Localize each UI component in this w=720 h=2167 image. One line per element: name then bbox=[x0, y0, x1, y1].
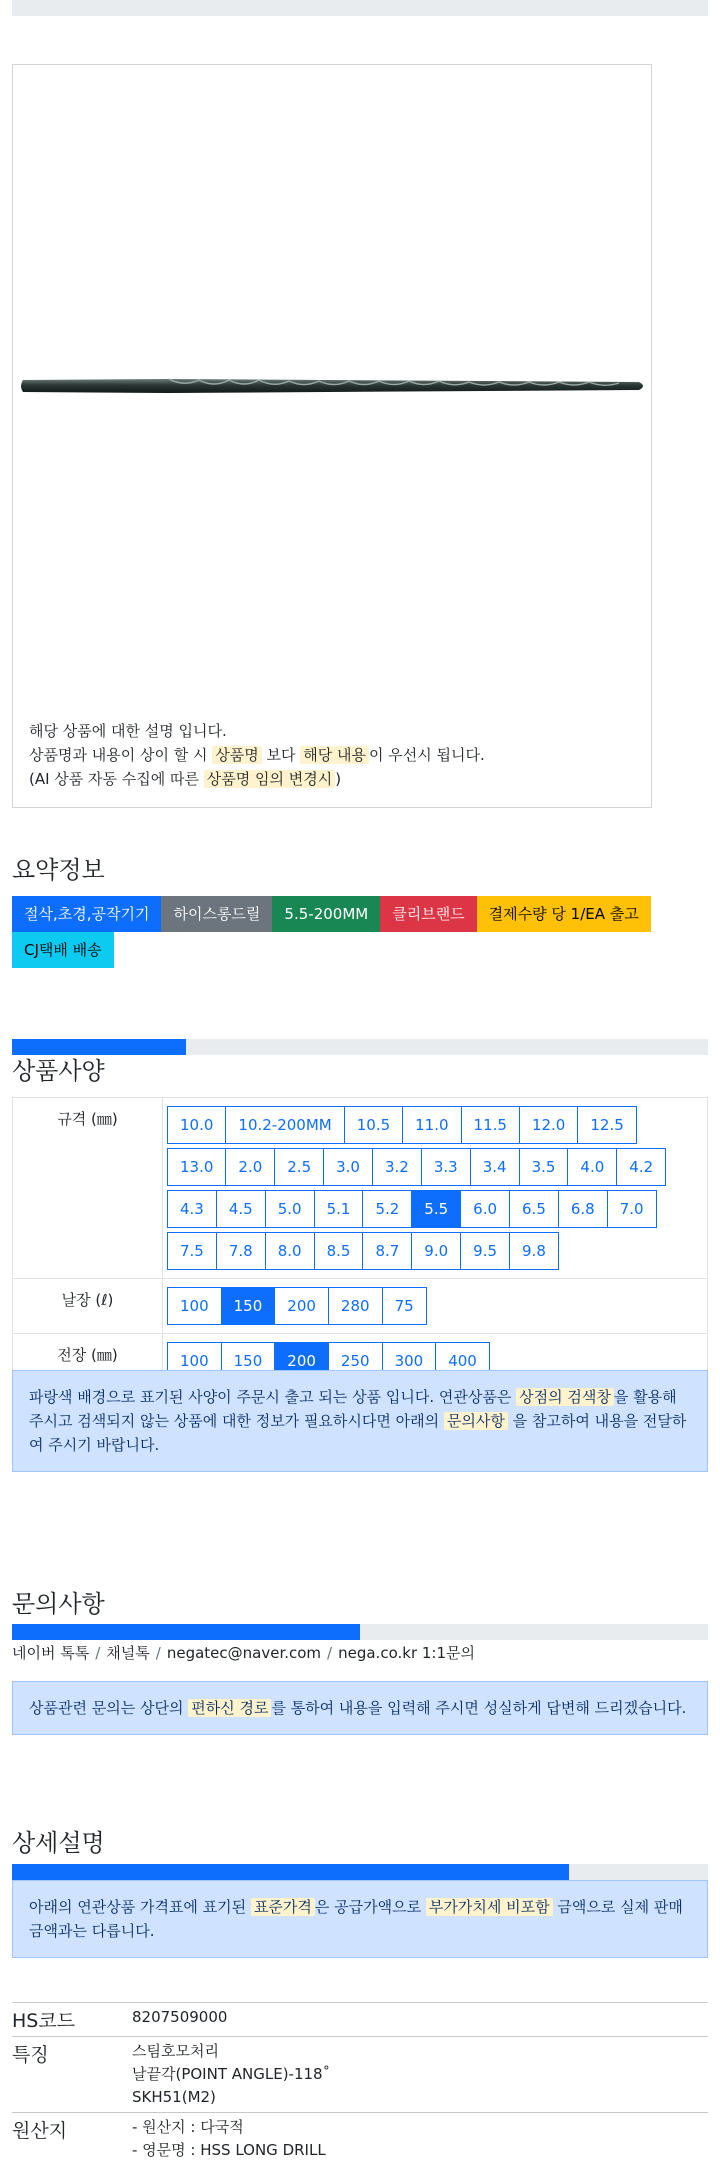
spec-option[interactable]: 8.7 bbox=[362, 1232, 412, 1270]
detail-value-line: SKH51(M2) bbox=[132, 2088, 216, 2106]
spec-option[interactable]: 150 bbox=[221, 1342, 276, 1380]
spec-option[interactable]: 400 bbox=[435, 1342, 490, 1380]
spec-option-group bbox=[167, 1148, 707, 1186]
spec-option[interactable]: 8.5 bbox=[314, 1232, 364, 1270]
image-description bbox=[29, 719, 485, 791]
highlight: 해당 내용 bbox=[300, 746, 369, 764]
detail-key: 원산지 bbox=[12, 2113, 132, 2166]
detail-key: 특징 bbox=[12, 2037, 132, 2113]
spec-progress bbox=[12, 1039, 708, 1055]
description-line: (AI 상품 자동 수집에 따른 상품명 임의 변경시 ) bbox=[29, 770, 342, 788]
spec-option-selected[interactable]: 150 bbox=[221, 1287, 276, 1325]
spec-option[interactable]: 5.1 bbox=[314, 1190, 364, 1228]
spec-notice: 파랑색 배경으로 표기된 사양이 주문시 출고 되는 상품 입니다. 연관상품은 상점의 검색창 을 활용해 주시고 검색되지 않는 상품에 대한 정보가 필요하시다면 아래의 문의사항 을 참고하여 내용을 전달하여 주시기 바랍니다. bbox=[12, 1370, 708, 1472]
spec-row bbox=[13, 1279, 708, 1334]
detail-key: HS코드 bbox=[12, 2003, 132, 2037]
summary-badge: 클리브랜드 bbox=[380, 896, 476, 932]
spec-option[interactable]: 10.0 bbox=[167, 1106, 226, 1144]
spec-option-group bbox=[167, 1106, 707, 1144]
spec-label: 날장 (ℓ) bbox=[13, 1279, 163, 1334]
spec-option[interactable]: 6.8 bbox=[558, 1190, 608, 1228]
spec-option[interactable]: 3.3 bbox=[421, 1148, 471, 1186]
summary-title: 요약정보 bbox=[12, 856, 105, 884]
spec-option[interactable]: 280 bbox=[328, 1287, 383, 1325]
product-image-card bbox=[12, 64, 652, 808]
spec-label: 규격 (㎜) bbox=[13, 1098, 163, 1279]
spec-option[interactable]: 75 bbox=[382, 1287, 427, 1325]
spec-row bbox=[13, 1098, 708, 1279]
spec-option[interactable]: 6.5 bbox=[509, 1190, 559, 1228]
spec-option[interactable]: 250 bbox=[328, 1342, 383, 1380]
highlight: 상점의 검색창 bbox=[516, 1388, 614, 1406]
detail-value bbox=[132, 2113, 708, 2166]
spec-option[interactable]: 4.3 bbox=[167, 1190, 217, 1228]
detail-progress bbox=[12, 1864, 708, 1880]
spec-option[interactable]: 9.8 bbox=[509, 1232, 559, 1270]
inquiry-channel[interactable]: negatec@naver.com bbox=[166, 1644, 322, 1662]
spec-option[interactable]: 3.5 bbox=[519, 1148, 569, 1186]
spec-option[interactable]: 300 bbox=[382, 1342, 437, 1380]
spec-option[interactable]: 3.4 bbox=[470, 1148, 520, 1186]
spec-label: 전장 (㎜) bbox=[13, 1334, 163, 1389]
channel-separator: / bbox=[327, 1644, 333, 1662]
spec-option[interactable]: 100 bbox=[167, 1342, 222, 1380]
inquiry-progress-fill bbox=[12, 1624, 360, 1640]
spec-title: 상품사양 bbox=[12, 1057, 105, 1085]
inquiry-channel[interactable]: nega.co.kr 1:1문의 bbox=[338, 1644, 475, 1662]
highlight: 상품명 임의 변경시 bbox=[204, 770, 335, 788]
detail-value-line: - 원산지 : 다국적 bbox=[132, 2118, 244, 2136]
top-progress-bar bbox=[12, 0, 708, 16]
spec-option[interactable]: 4.0 bbox=[567, 1148, 617, 1186]
highlight: 편하신 경로 bbox=[188, 1699, 271, 1717]
inquiry-title: 문의사항 bbox=[12, 1590, 105, 1618]
spec-option[interactable]: 5.2 bbox=[362, 1190, 412, 1228]
drill-image bbox=[19, 370, 647, 402]
summary-badge: 하이스롱드릴 bbox=[161, 896, 272, 932]
spec-option[interactable]: 8.0 bbox=[265, 1232, 315, 1270]
detail-value-line: 스팀호모처리 bbox=[132, 2042, 219, 2060]
spec-option[interactable]: 12.5 bbox=[577, 1106, 636, 1144]
description-line: 해당 상품에 대한 설명 입니다. bbox=[29, 722, 227, 740]
spec-option[interactable]: 11.5 bbox=[461, 1106, 520, 1144]
spec-option[interactable]: 11.0 bbox=[402, 1106, 461, 1144]
inquiry-notice: 상품관련 문의는 상단의 편하신 경로 를 통하여 내용을 입력해 주시면 성실하게 답변해 드리겠습니다. bbox=[12, 1681, 708, 1735]
spec-option[interactable]: 200 bbox=[274, 1287, 329, 1325]
inquiry-channels bbox=[12, 1642, 475, 1663]
spec-option[interactable]: 3.0 bbox=[323, 1148, 373, 1186]
summary-badge: 절삭,초경,공작기기 bbox=[12, 896, 161, 932]
detail-value-line: 날끝각(POINT ANGLE)-118˚ bbox=[132, 2065, 331, 2083]
inquiry-channel[interactable]: 채널톡 bbox=[106, 1644, 150, 1662]
spec-option[interactable]: 5.0 bbox=[265, 1190, 315, 1228]
spec-option[interactable]: 4.5 bbox=[216, 1190, 266, 1228]
spec-option[interactable]: 10.2-200MM bbox=[225, 1106, 344, 1144]
spec-option[interactable]: 7.5 bbox=[167, 1232, 217, 1270]
inquiry-channel[interactable]: 네이버 톡톡 bbox=[12, 1644, 90, 1662]
spec-option-group bbox=[167, 1190, 707, 1228]
summary-badge: 5.5-200MM bbox=[272, 896, 380, 932]
spec-option[interactable]: 6.0 bbox=[460, 1190, 510, 1228]
summary-badge: 결제수량 당 1/EA 출고 bbox=[477, 896, 651, 932]
highlight: 상품명 bbox=[212, 746, 261, 764]
summary-badges bbox=[12, 896, 708, 968]
detail-row bbox=[12, 2037, 708, 2113]
spec-table bbox=[12, 1097, 708, 1389]
highlight: 문의사항 bbox=[444, 1412, 508, 1430]
highlight: 부가가치세 비포함 bbox=[426, 1898, 553, 1916]
spec-option[interactable]: 4.2 bbox=[616, 1148, 666, 1186]
summary-badge: CJ택배 배송 bbox=[12, 932, 114, 968]
detail-title: 상세설명 bbox=[12, 1829, 105, 1857]
channel-separator: / bbox=[95, 1644, 101, 1662]
spec-option[interactable]: 13.0 bbox=[167, 1148, 226, 1186]
spec-option[interactable]: 9.5 bbox=[460, 1232, 510, 1270]
detail-value-line: 8207509000 bbox=[132, 2008, 228, 2026]
detail-notice: 아래의 연관상품 가격표에 표기된 표준가격 은 공급가액으로 부가가치세 비포함 금액으로 실제 판매금액과는 다릅니다. bbox=[12, 1880, 708, 1958]
spec-option-selected[interactable]: 5.5 bbox=[411, 1190, 461, 1228]
spec-option[interactable]: 7.0 bbox=[607, 1190, 657, 1228]
spec-option-selected[interactable]: 200 bbox=[274, 1342, 329, 1380]
spec-option[interactable]: 12.0 bbox=[519, 1106, 578, 1144]
spec-option-group bbox=[167, 1232, 707, 1270]
description-line: 상품명과 내용이 상이 할 시 상품명 보다 해당 내용 이 우선시 됩니다. bbox=[29, 746, 485, 764]
spec-option[interactable]: 10.5 bbox=[344, 1106, 403, 1144]
detail-row bbox=[12, 2003, 708, 2037]
spec-option[interactable]: 2.5 bbox=[274, 1148, 324, 1186]
spec-option[interactable]: 3.2 bbox=[372, 1148, 422, 1186]
spec-options bbox=[163, 1279, 708, 1334]
highlight: 표준가격 bbox=[251, 1898, 315, 1916]
product-detail-table bbox=[12, 2002, 708, 2165]
detail-value bbox=[132, 2037, 708, 2113]
spec-options bbox=[163, 1098, 708, 1279]
detail-row bbox=[12, 2113, 708, 2166]
detail-value bbox=[132, 2003, 708, 2037]
spec-option[interactable]: 2.0 bbox=[225, 1148, 275, 1186]
spec-option[interactable]: 9.0 bbox=[411, 1232, 461, 1270]
channel-separator: / bbox=[155, 1644, 161, 1662]
detail-value-line: - 영문명 : HSS LONG DRILL bbox=[132, 2141, 326, 2159]
inquiry-progress bbox=[12, 1624, 708, 1640]
spec-option[interactable]: 7.8 bbox=[216, 1232, 266, 1270]
detail-progress-fill bbox=[12, 1864, 569, 1880]
spec-option[interactable]: 100 bbox=[167, 1287, 222, 1325]
spec-option-group bbox=[167, 1287, 707, 1325]
